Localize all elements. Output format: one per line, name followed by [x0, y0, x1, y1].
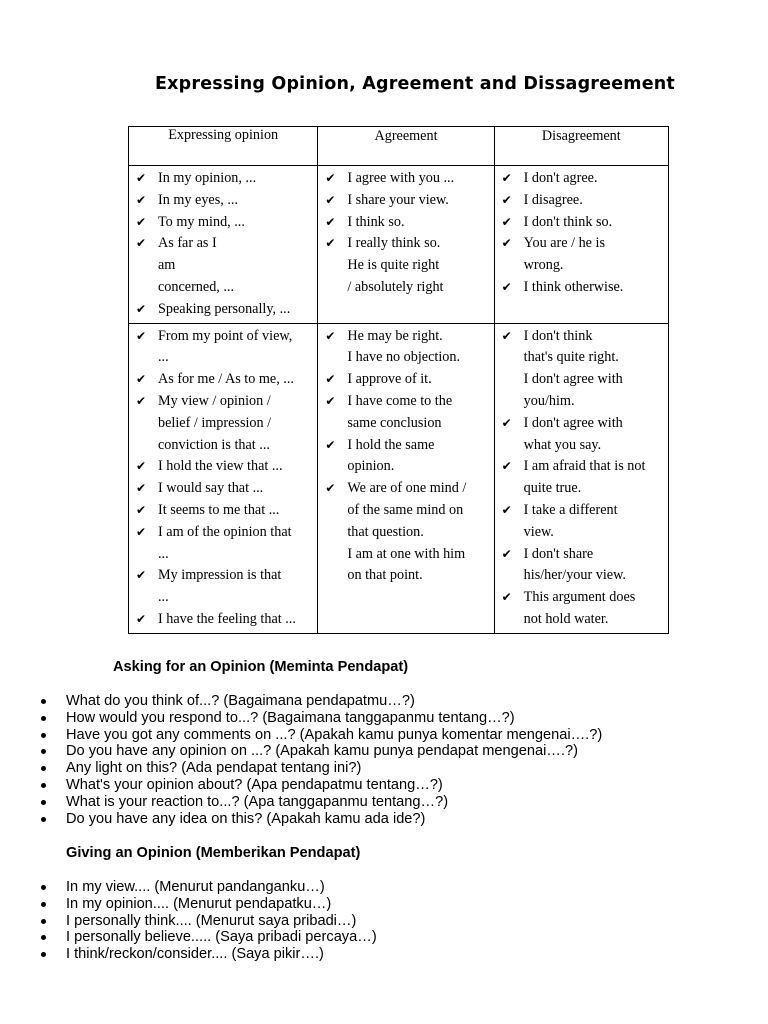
check-icon: ✔ — [136, 568, 147, 583]
list-item-text: that's quite right. — [523, 349, 619, 366]
list-item-text: I personally think.... (Menurut saya pribadi…) — [66, 912, 357, 929]
list-item-text: I have the feeling that ... — [158, 610, 296, 627]
list-item — [129, 347, 313, 369]
list-item — [318, 212, 489, 234]
list-item-text: I have come to the — [347, 392, 453, 409]
check-icon: ✔ — [501, 459, 512, 474]
checklist — [318, 166, 493, 301]
list-item-text: I agree with you ... — [347, 170, 455, 186]
list-item-text: In my eyes, ... — [158, 191, 238, 208]
list-item-text: opinion. — [347, 458, 395, 475]
table-row — [129, 166, 669, 324]
list-item-text: From my point of view, — [158, 327, 293, 344]
list-item-text: What do you think of...? (Bagaimana pendapatmu…?) — [66, 693, 415, 709]
check-icon: ✔ — [325, 393, 336, 408]
list-item-text: I have no objection. — [347, 349, 461, 366]
list-item — [318, 255, 489, 277]
list-item — [318, 168, 489, 190]
check-icon: ✔ — [136, 481, 147, 496]
list-item — [318, 478, 489, 500]
table-cell — [318, 323, 494, 633]
check-icon: ✔ — [136, 171, 147, 185]
list-item — [129, 168, 313, 190]
list-item-text: I share your view. — [347, 191, 449, 208]
list-item-text: am — [158, 257, 176, 274]
list-item-text: I would say that ... — [158, 480, 264, 497]
list-item — [129, 587, 313, 609]
check-icon: ✔ — [136, 459, 147, 474]
table-header-row — [129, 127, 669, 166]
list-item — [40, 879, 760, 896]
list-item — [129, 565, 313, 587]
list-item — [495, 478, 664, 500]
list-item-text: I take a different — [523, 501, 618, 518]
check-icon: ✔ — [325, 171, 336, 185]
list-item-text: I am of the opinion that — [158, 523, 292, 540]
list-item-text: My impression is that — [158, 567, 282, 584]
table-cell — [129, 166, 318, 324]
bullet-icon — [41, 902, 46, 907]
bullet-icon — [41, 952, 46, 957]
table-cell — [318, 166, 494, 324]
list-item-text: not hold water. — [523, 610, 609, 627]
check-icon: ✔ — [136, 393, 147, 408]
check-icon: ✔ — [501, 546, 512, 561]
table-cell — [129, 323, 318, 633]
list-item-text: his/her/your view. — [523, 567, 626, 584]
list-item-text: that question. — [347, 523, 424, 540]
list-item — [318, 190, 489, 212]
list-item — [495, 347, 664, 369]
list-item-text: quite true. — [523, 480, 582, 497]
check-icon: ✔ — [136, 192, 147, 207]
list-item-text: you/him. — [523, 392, 575, 409]
header-expressing-opinion: Expressing opinion — [129, 127, 318, 166]
checklist — [129, 324, 317, 633]
list-item-text: My view / opinion / — [158, 392, 271, 409]
list-item-text: In my opinion.... (Menurut pendapatku…) — [66, 895, 332, 912]
list-item — [40, 760, 760, 777]
check-icon: ✔ — [501, 328, 512, 343]
check-icon: ✔ — [136, 328, 147, 343]
list-item — [495, 391, 664, 413]
list-item-text: I am afraid that is not — [523, 458, 646, 475]
check-icon: ✔ — [325, 437, 336, 452]
list-item-text: ... — [158, 545, 169, 562]
list-item — [495, 277, 664, 299]
list-item — [129, 500, 313, 522]
list-item-text: I really think so. — [347, 235, 441, 252]
check-icon: ✔ — [501, 236, 512, 251]
list-item-text: I don't think so. — [523, 213, 613, 230]
page-title: Expressing Opinion, Agreement and Dissagreement — [155, 74, 675, 94]
check-icon: ✔ — [501, 415, 512, 430]
list-item-text: view. — [523, 523, 554, 540]
check-icon: ✔ — [325, 192, 336, 207]
list-item-text: I don't share — [523, 545, 594, 562]
list-item-text: I think so. — [347, 213, 405, 230]
list-item-text: of the same mind on — [347, 501, 464, 518]
checklist — [495, 324, 668, 633]
list-item — [129, 233, 313, 255]
giving-heading: Giving an Opinion (Memberikan Pendapat) — [66, 845, 361, 861]
table-cell — [494, 166, 668, 324]
list-item — [129, 609, 313, 631]
checklist — [495, 166, 668, 301]
check-icon: ✔ — [501, 502, 512, 517]
list-item — [40, 811, 760, 828]
check-icon: ✔ — [136, 301, 147, 316]
list-item-text: wrong. — [523, 257, 564, 274]
list-item-text: Have you got any comments on ...? (Apakah kamu punya komentar mengenai….?) — [66, 726, 603, 743]
list-item — [40, 913, 760, 930]
list-item — [40, 896, 760, 913]
check-icon: ✔ — [136, 214, 147, 229]
list-item — [129, 190, 313, 212]
list-item-text: I hold the view that ... — [158, 458, 283, 475]
list-item — [318, 326, 489, 348]
list-item-text: I think/reckon/consider.... (Saya pikir….) — [66, 946, 324, 963]
list-item — [318, 456, 489, 478]
list-item — [129, 413, 313, 435]
list-item — [318, 391, 489, 413]
list-item — [318, 347, 489, 369]
check-icon: ✔ — [501, 171, 512, 185]
list-item-text: As for me / As to me, ... — [158, 371, 294, 388]
bullet-icon — [41, 783, 46, 788]
list-item — [129, 212, 313, 234]
check-icon: ✔ — [501, 279, 512, 294]
check-icon: ✔ — [136, 502, 147, 517]
list-item — [40, 777, 760, 794]
list-item-text: How would you respond to...? (Bagaimana tanggapanmu tentang…?) — [66, 709, 515, 726]
list-item — [495, 413, 664, 435]
list-item — [40, 946, 760, 963]
list-item — [495, 544, 664, 566]
list-item — [495, 435, 664, 457]
check-icon: ✔ — [325, 372, 336, 387]
check-icon: ✔ — [325, 236, 336, 251]
header-agreement: Agreement — [318, 127, 494, 166]
list-item — [495, 168, 664, 190]
list-item — [495, 565, 664, 587]
list-item — [318, 413, 489, 435]
list-item — [129, 544, 313, 566]
list-item — [40, 794, 760, 811]
list-item — [495, 212, 664, 234]
list-item-text: You are / he is — [523, 235, 605, 252]
list-item — [318, 522, 489, 544]
list-item-text: I hold the same — [347, 436, 435, 453]
list-item-text: ... — [158, 349, 169, 366]
list-item — [40, 727, 760, 744]
list-item-text: I am at one with him — [347, 545, 466, 562]
list-item-text: I disagree. — [523, 191, 583, 208]
list-item-text: He may be right. — [347, 327, 443, 344]
list-item-text: To my mind, ... — [158, 213, 245, 230]
bullet-icon — [41, 817, 46, 822]
bullet-icon — [41, 766, 46, 771]
list-item-text: Do you have any opinion on ...? (Apakah kamu punya pendapat mengenai….?) — [66, 743, 578, 760]
list-item-text: / absolutely right — [347, 278, 444, 295]
list-item-text: It seems to me that ... — [158, 501, 280, 518]
list-item-text: What is your reaction to...? (Apa tanggapanmu tentang…?) — [66, 793, 449, 810]
table-row — [129, 323, 669, 633]
list-item-text: on that point. — [347, 567, 423, 584]
list-item-text: I personally believe..... (Saya pribadi percaya…) — [66, 929, 377, 946]
check-icon: ✔ — [501, 192, 512, 207]
bullet-icon — [41, 885, 46, 890]
check-icon: ✔ — [136, 236, 147, 251]
list-item-text: ... — [158, 589, 169, 606]
list-item — [495, 369, 664, 391]
list-item — [318, 233, 489, 255]
list-item-text: This argument does — [523, 589, 636, 606]
check-icon: ✔ — [325, 214, 336, 229]
list-item — [495, 190, 664, 212]
list-item — [40, 929, 760, 946]
bullet-icon — [41, 800, 46, 805]
list-item — [318, 544, 489, 566]
list-item — [495, 326, 664, 348]
list-item-text: What's your opinion about? (Apa pendapatmu tentang…?) — [66, 776, 443, 793]
list-item — [129, 478, 313, 500]
asking-list — [40, 693, 760, 827]
giving-list — [40, 879, 760, 963]
list-item — [495, 609, 664, 631]
check-icon: ✔ — [501, 590, 512, 605]
list-item-text: In my view.... (Menurut pandanganku…) — [66, 879, 325, 895]
bullet-icon — [41, 749, 46, 754]
list-item — [129, 435, 313, 457]
list-item-text: I don't agree. — [523, 170, 598, 186]
check-icon: ✔ — [501, 214, 512, 229]
list-item — [129, 456, 313, 478]
list-item — [129, 277, 313, 299]
list-item — [495, 500, 664, 522]
list-item-text: We are of one mind / — [347, 480, 467, 497]
list-item-text: concerned, ... — [158, 278, 235, 295]
list-item-text: what you say. — [523, 436, 602, 453]
check-icon: ✔ — [136, 524, 147, 539]
list-item-text: I don't agree with — [523, 414, 623, 431]
list-item — [129, 369, 313, 391]
check-icon: ✔ — [136, 611, 147, 626]
list-item-text: As far as I — [158, 235, 217, 252]
bullet-icon — [41, 699, 46, 704]
list-item-text: I approve of it. — [347, 371, 432, 388]
list-item-text: conviction is that ... — [158, 436, 270, 453]
bullet-icon — [41, 716, 46, 721]
list-item-text: He is quite right — [347, 257, 440, 274]
list-item — [318, 435, 489, 457]
list-item-text: Any light on this? (Ada pendapat tentang ini?) — [66, 760, 362, 777]
list-item — [129, 522, 313, 544]
list-item — [495, 522, 664, 544]
checklist — [318, 324, 493, 590]
list-item — [318, 369, 489, 391]
asking-heading: Asking for an Opinion (Meminta Pendapat) — [113, 659, 409, 675]
list-item — [318, 565, 489, 587]
list-item — [40, 693, 760, 710]
list-item — [495, 456, 664, 478]
bullet-icon — [41, 919, 46, 924]
list-item — [318, 500, 489, 522]
list-item-text: same conclusion — [347, 414, 442, 431]
list-item — [129, 299, 313, 321]
list-item — [129, 255, 313, 277]
list-item — [40, 710, 760, 727]
header-disagreement: Disagreement — [494, 127, 668, 166]
check-icon: ✔ — [325, 328, 336, 343]
list-item-text: I don't think — [523, 327, 593, 344]
checklist — [129, 166, 317, 323]
list-item — [40, 743, 760, 760]
bullet-icon — [41, 935, 46, 940]
table-cell — [494, 323, 668, 633]
expressions-table — [128, 126, 669, 634]
list-item-text: Speaking personally, ... — [158, 300, 291, 317]
list-item — [129, 326, 313, 348]
list-item — [129, 391, 313, 413]
check-icon: ✔ — [136, 372, 147, 387]
list-item-text: belief / impression / — [158, 414, 272, 431]
list-item — [495, 233, 664, 255]
bullet-icon — [41, 733, 46, 738]
list-item-text: Do you have any idea on this? (Apakah kamu ada ide?) — [66, 810, 426, 827]
list-item-text: I don't agree with — [523, 371, 623, 388]
list-item — [495, 255, 664, 277]
list-item-text: I think otherwise. — [523, 278, 624, 295]
list-item — [495, 587, 664, 609]
check-icon: ✔ — [325, 481, 336, 496]
list-item-text: In my opinion, ... — [158, 170, 257, 186]
list-item — [318, 277, 489, 299]
